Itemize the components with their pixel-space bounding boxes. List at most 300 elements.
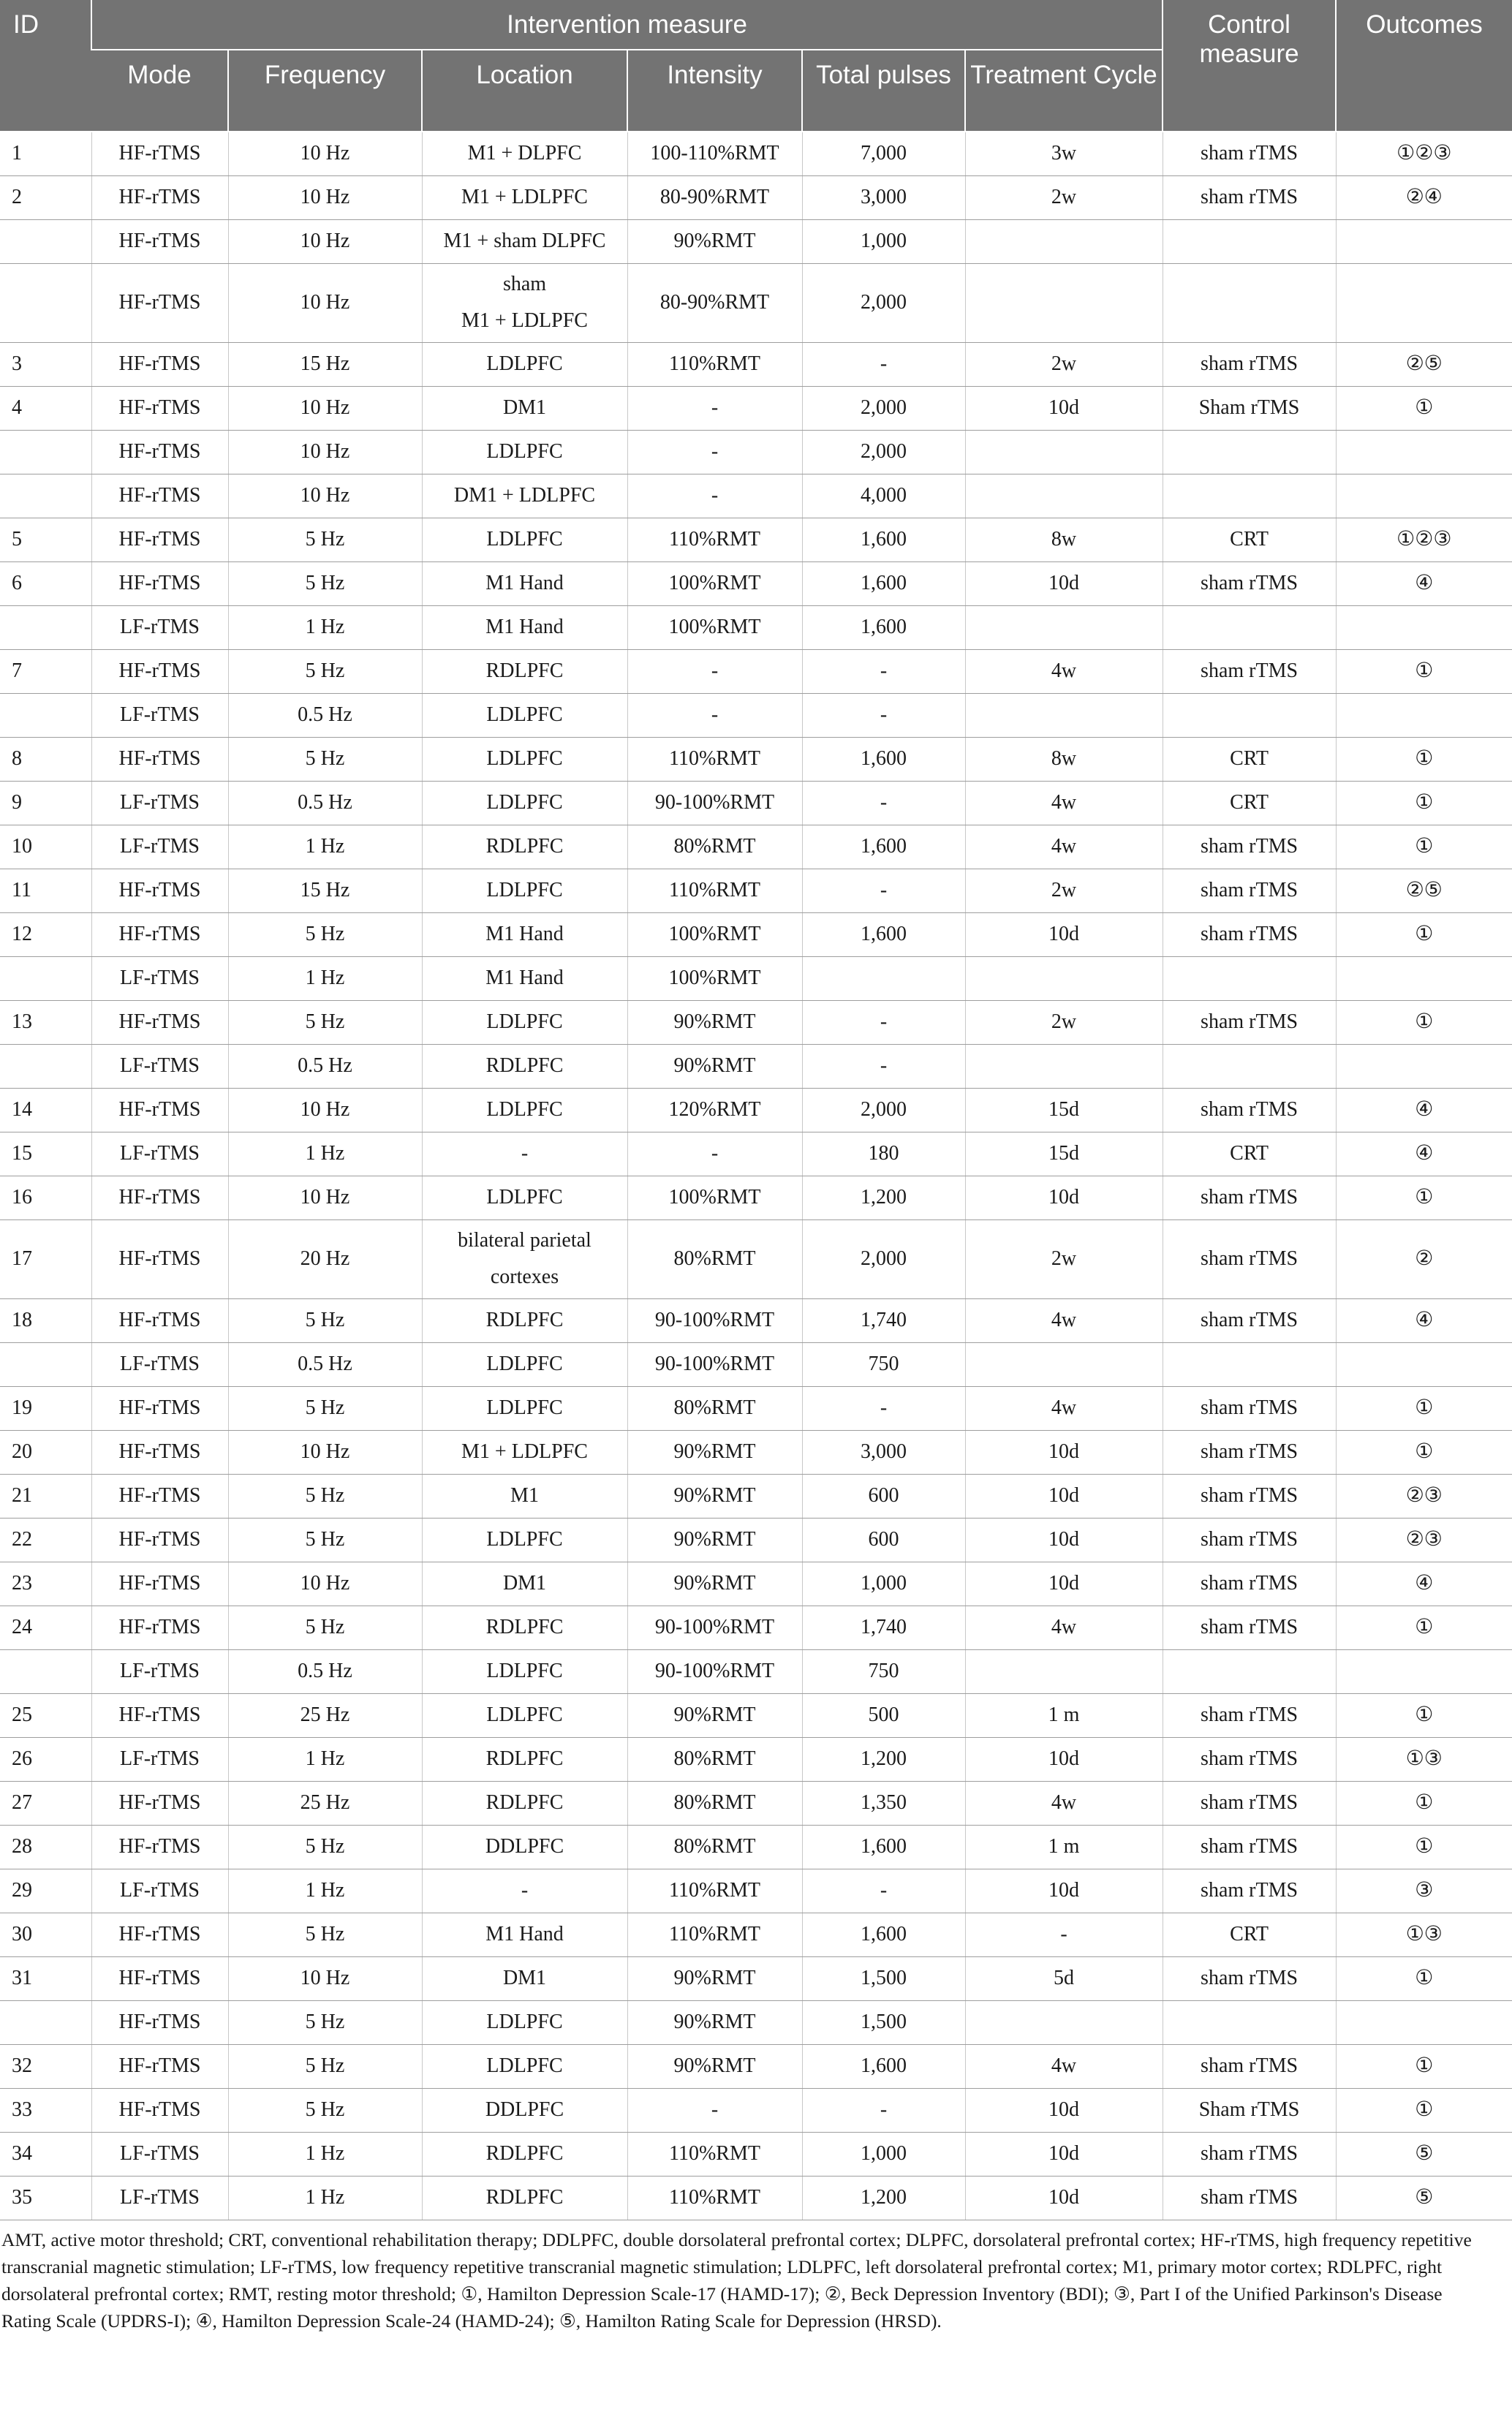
- cell-total-pulses: 1,600: [802, 912, 965, 956]
- cell-id: 1: [0, 132, 91, 175]
- cell-treatment-cycle: 1 m: [965, 1693, 1163, 1737]
- cell-outcomes: ④: [1336, 1088, 1512, 1132]
- cell-total-pulses: 1,500: [802, 2000, 965, 2044]
- cell-treatment-cycle: 10d: [965, 1176, 1163, 1219]
- cell-id: 34: [0, 2132, 91, 2176]
- table-row: [0, 1044, 1512, 1088]
- cell-intensity: 100-110%RMT: [627, 132, 802, 175]
- cell-location: DDLPFC: [422, 1825, 627, 1869]
- cell-frequency: 10 Hz: [228, 1956, 422, 2000]
- cell-location: LDLPFC: [422, 1176, 627, 1219]
- cell-control-measure: sham rTMS: [1163, 1781, 1336, 1825]
- cell-frequency: 0.5 Hz: [228, 1649, 422, 1693]
- cell-location: M1 + DLPFC: [422, 132, 627, 175]
- cell-frequency: 1 Hz: [228, 1132, 422, 1176]
- header-control-measure: Control measure: [1163, 0, 1336, 132]
- cell-intensity: 110%RMT: [627, 342, 802, 386]
- cell-treatment-cycle: 10d: [965, 2176, 1163, 2220]
- cell-intensity: 120%RMT: [627, 1088, 802, 1132]
- table-row: [0, 263, 1512, 342]
- cell-outcomes: ①: [1336, 781, 1512, 825]
- cell-treatment-cycle: 2w: [965, 175, 1163, 219]
- cell-id: 5: [0, 518, 91, 561]
- cell-control-measure: sham rTMS: [1163, 1737, 1336, 1781]
- cell-location: RDLPFC: [422, 1781, 627, 1825]
- cell-intensity: 90%RMT: [627, 219, 802, 263]
- cell-mode: LF-rTMS: [91, 1342, 228, 1386]
- cell-id: [0, 693, 91, 737]
- cell-mode: LF-rTMS: [91, 1649, 228, 1693]
- cell-id: [0, 605, 91, 649]
- cell-id: [0, 2000, 91, 2044]
- cell-id: 20: [0, 1430, 91, 1474]
- cell-mode: HF-rTMS: [91, 474, 228, 518]
- cell-control-measure: sham rTMS: [1163, 1219, 1336, 1298]
- cell-total-pulses: 1,600: [802, 518, 965, 561]
- cell-outcomes: ②③: [1336, 1474, 1512, 1518]
- cell-outcomes: ④: [1336, 1132, 1512, 1176]
- cell-id: 18: [0, 1298, 91, 1342]
- cell-location: M1 Hand: [422, 605, 627, 649]
- cell-mode: HF-rTMS: [91, 2088, 228, 2132]
- cell-location: LDLPFC: [422, 693, 627, 737]
- cell-treatment-cycle: 10d: [965, 1869, 1163, 1913]
- cell-control-measure: [1163, 263, 1336, 342]
- cell-mode: HF-rTMS: [91, 175, 228, 219]
- cell-location: LDLPFC: [422, 342, 627, 386]
- cell-outcomes: ②⑤: [1336, 869, 1512, 912]
- cell-frequency: 1 Hz: [228, 956, 422, 1000]
- cell-total-pulses: 600: [802, 1518, 965, 1562]
- cell-frequency: 1 Hz: [228, 825, 422, 869]
- cell-treatment-cycle: 2w: [965, 1219, 1163, 1298]
- cell-outcomes: [1336, 263, 1512, 342]
- cell-control-measure: Sham rTMS: [1163, 386, 1336, 430]
- header-intensity: Intensity: [627, 50, 802, 132]
- cell-treatment-cycle: [965, 474, 1163, 518]
- cell-mode: HF-rTMS: [91, 1956, 228, 2000]
- cell-intensity: 110%RMT: [627, 737, 802, 781]
- cell-intensity: 90-100%RMT: [627, 1649, 802, 1693]
- cell-intensity: 80%RMT: [627, 1825, 802, 1869]
- cell-intensity: 110%RMT: [627, 1869, 802, 1913]
- cell-control-measure: sham rTMS: [1163, 2044, 1336, 2088]
- cell-intensity: 90%RMT: [627, 2044, 802, 2088]
- cell-mode: HF-rTMS: [91, 1606, 228, 1649]
- cell-location: LDLPFC: [422, 869, 627, 912]
- cell-mode: HF-rTMS: [91, 1219, 228, 1298]
- cell-outcomes: ①: [1336, 1386, 1512, 1430]
- cell-control-measure: [1163, 956, 1336, 1000]
- cell-outcomes: ④: [1336, 1298, 1512, 1342]
- cell-location: M1: [422, 1474, 627, 1518]
- cell-frequency: 0.5 Hz: [228, 781, 422, 825]
- cell-id: 7: [0, 649, 91, 693]
- table-row: [0, 869, 1512, 912]
- cell-id: 31: [0, 1956, 91, 2000]
- cell-total-pulses: 750: [802, 1342, 965, 1386]
- cell-total-pulses: 1,200: [802, 1737, 965, 1781]
- cell-location: LDLPFC: [422, 1088, 627, 1132]
- cell-frequency: 5 Hz: [228, 561, 422, 605]
- cell-frequency: 5 Hz: [228, 1518, 422, 1562]
- cell-mode: HF-rTMS: [91, 1562, 228, 1606]
- header-location: Location: [422, 50, 627, 132]
- cell-total-pulses: 1,350: [802, 1781, 965, 1825]
- cell-mode: LF-rTMS: [91, 1737, 228, 1781]
- cell-mode: LF-rTMS: [91, 956, 228, 1000]
- cell-treatment-cycle: 10d: [965, 561, 1163, 605]
- cell-id: 12: [0, 912, 91, 956]
- cell-outcomes: ①: [1336, 1000, 1512, 1044]
- cell-id: 23: [0, 1562, 91, 1606]
- cell-frequency: 5 Hz: [228, 2000, 422, 2044]
- cell-location: LDLPFC: [422, 518, 627, 561]
- cell-intensity: 100%RMT: [627, 605, 802, 649]
- table-row: [0, 1956, 1512, 2000]
- cell-id: 16: [0, 1176, 91, 1219]
- cell-outcomes: [1336, 605, 1512, 649]
- cell-outcomes: ①: [1336, 2044, 1512, 2088]
- table-row: [0, 386, 1512, 430]
- table-row: [0, 825, 1512, 869]
- cell-intensity: 110%RMT: [627, 2176, 802, 2220]
- cell-frequency: 5 Hz: [228, 2088, 422, 2132]
- cell-id: [0, 219, 91, 263]
- cell-id: 29: [0, 1869, 91, 1913]
- cell-treatment-cycle: [965, 956, 1163, 1000]
- cell-location: DM1: [422, 386, 627, 430]
- cell-control-measure: sham rTMS: [1163, 1298, 1336, 1342]
- cell-control-measure: sham rTMS: [1163, 1386, 1336, 1430]
- table-row: [0, 1430, 1512, 1474]
- cell-outcomes: ③: [1336, 1869, 1512, 1913]
- header-frequency: Frequency: [228, 50, 422, 132]
- table-row: [0, 430, 1512, 474]
- cell-treatment-cycle: 2w: [965, 1000, 1163, 1044]
- table-row: [0, 1176, 1512, 1219]
- cell-intensity: 80%RMT: [627, 1781, 802, 1825]
- cell-mode: LF-rTMS: [91, 1132, 228, 1176]
- cell-outcomes: ①③: [1336, 1913, 1512, 1956]
- cell-frequency: 5 Hz: [228, 1000, 422, 1044]
- cell-total-pulses: 1,600: [802, 605, 965, 649]
- cell-total-pulses: -: [802, 1386, 965, 1430]
- cell-frequency: 5 Hz: [228, 1606, 422, 1649]
- table-row: [0, 342, 1512, 386]
- cell-frequency: 15 Hz: [228, 342, 422, 386]
- cell-control-measure: CRT: [1163, 781, 1336, 825]
- table-row: [0, 518, 1512, 561]
- cell-intensity: 80%RMT: [627, 1737, 802, 1781]
- cell-outcomes: ①: [1336, 1430, 1512, 1474]
- table-row: [0, 1342, 1512, 1386]
- cell-control-measure: [1163, 430, 1336, 474]
- cell-frequency: 10 Hz: [228, 175, 422, 219]
- cell-treatment-cycle: 10d: [965, 912, 1163, 956]
- cell-treatment-cycle: 4w: [965, 1386, 1163, 1430]
- cell-total-pulses: -: [802, 1869, 965, 1913]
- cell-control-measure: sham rTMS: [1163, 1430, 1336, 1474]
- cell-outcomes: ②③: [1336, 1518, 1512, 1562]
- table-row: [0, 1606, 1512, 1649]
- cell-total-pulses: 2,000: [802, 386, 965, 430]
- cell-control-measure: CRT: [1163, 1913, 1336, 1956]
- cell-frequency: 10 Hz: [228, 1562, 422, 1606]
- cell-frequency: 5 Hz: [228, 649, 422, 693]
- cell-outcomes: [1336, 430, 1512, 474]
- cell-frequency: 1 Hz: [228, 2176, 422, 2220]
- table-row: [0, 1825, 1512, 1869]
- cell-outcomes: [1336, 693, 1512, 737]
- cell-control-measure: [1163, 605, 1336, 649]
- table-row: [0, 1474, 1512, 1518]
- cell-frequency: 5 Hz: [228, 1298, 422, 1342]
- cell-intensity: 80%RMT: [627, 1219, 802, 1298]
- cell-outcomes: ①: [1336, 1956, 1512, 2000]
- table-row: [0, 2088, 1512, 2132]
- cell-location: LDLPFC: [422, 1649, 627, 1693]
- cell-intensity: 90%RMT: [627, 1562, 802, 1606]
- cell-location: M1 Hand: [422, 561, 627, 605]
- cell-total-pulses: -: [802, 869, 965, 912]
- cell-control-measure: sham rTMS: [1163, 2132, 1336, 2176]
- table-row: [0, 649, 1512, 693]
- cell-intensity: 100%RMT: [627, 1176, 802, 1219]
- cell-location: M1 + LDLPFC: [422, 175, 627, 219]
- cell-frequency: 5 Hz: [228, 737, 422, 781]
- table-row: [0, 1088, 1512, 1132]
- cell-id: [0, 474, 91, 518]
- cell-outcomes: ①: [1336, 1781, 1512, 1825]
- cell-outcomes: [1336, 956, 1512, 1000]
- cell-id: 4: [0, 386, 91, 430]
- cell-location: LDLPFC: [422, 1518, 627, 1562]
- cell-mode: HF-rTMS: [91, 1430, 228, 1474]
- cell-total-pulses: 2,000: [802, 1219, 965, 1298]
- cell-intensity: 90%RMT: [627, 1518, 802, 1562]
- cell-mode: HF-rTMS: [91, 1913, 228, 1956]
- cell-total-pulses: -: [802, 342, 965, 386]
- cell-intensity: 100%RMT: [627, 956, 802, 1000]
- cell-outcomes: [1336, 219, 1512, 263]
- cell-control-measure: sham rTMS: [1163, 2176, 1336, 2220]
- cell-outcomes: ①: [1336, 1825, 1512, 1869]
- cell-treatment-cycle: 10d: [965, 1737, 1163, 1781]
- cell-control-measure: sham rTMS: [1163, 1869, 1336, 1913]
- cell-mode: LF-rTMS: [91, 605, 228, 649]
- cell-outcomes: ①: [1336, 1693, 1512, 1737]
- cell-intensity: 90%RMT: [627, 1956, 802, 2000]
- cell-outcomes: ④: [1336, 561, 1512, 605]
- cell-id: 15: [0, 1132, 91, 1176]
- cell-location: M1 + LDLPFC: [422, 1430, 627, 1474]
- cell-location: DM1 + LDLPFC: [422, 474, 627, 518]
- cell-total-pulses: -: [802, 1000, 965, 1044]
- cell-control-measure: CRT: [1163, 737, 1336, 781]
- cell-frequency: 1 Hz: [228, 1737, 422, 1781]
- cell-intensity: 90-100%RMT: [627, 781, 802, 825]
- cell-location: DM1: [422, 1956, 627, 2000]
- cell-control-measure: [1163, 2000, 1336, 2044]
- cell-treatment-cycle: 10d: [965, 1474, 1163, 1518]
- table-row: [0, 605, 1512, 649]
- cell-id: 11: [0, 869, 91, 912]
- cell-outcomes: ①: [1336, 1176, 1512, 1219]
- cell-frequency: 1 Hz: [228, 1869, 422, 1913]
- cell-location: -: [422, 1869, 627, 1913]
- cell-treatment-cycle: 4w: [965, 781, 1163, 825]
- cell-mode: HF-rTMS: [91, 1825, 228, 1869]
- cell-control-measure: sham rTMS: [1163, 561, 1336, 605]
- cell-location: DDLPFC: [422, 2088, 627, 2132]
- cell-location: M1 Hand: [422, 912, 627, 956]
- cell-id: [0, 1649, 91, 1693]
- cell-total-pulses: 600: [802, 1474, 965, 1518]
- cell-control-measure: [1163, 693, 1336, 737]
- cell-total-pulses: 1,740: [802, 1298, 965, 1342]
- cell-total-pulses: 1,200: [802, 1176, 965, 1219]
- cell-mode: HF-rTMS: [91, 342, 228, 386]
- cell-intensity: 90%RMT: [627, 1693, 802, 1737]
- cell-treatment-cycle: 8w: [965, 518, 1163, 561]
- cell-frequency: 0.5 Hz: [228, 693, 422, 737]
- table-row: [0, 1693, 1512, 1737]
- cell-control-measure: sham rTMS: [1163, 1693, 1336, 1737]
- cell-treatment-cycle: 3w: [965, 132, 1163, 175]
- cell-intensity: -: [627, 430, 802, 474]
- cell-intensity: 80-90%RMT: [627, 175, 802, 219]
- cell-control-measure: Sham rTMS: [1163, 2088, 1336, 2132]
- cell-total-pulses: 4,000: [802, 474, 965, 518]
- table-body: [0, 132, 1512, 2220]
- cell-frequency: 5 Hz: [228, 1386, 422, 1430]
- cell-frequency: 25 Hz: [228, 1693, 422, 1737]
- cell-mode: HF-rTMS: [91, 1474, 228, 1518]
- table-row: [0, 2132, 1512, 2176]
- cell-frequency: 5 Hz: [228, 518, 422, 561]
- cell-location: LDLPFC: [422, 1000, 627, 1044]
- table-row: [0, 1913, 1512, 1956]
- cell-control-measure: [1163, 1044, 1336, 1088]
- cell-treatment-cycle: [965, 605, 1163, 649]
- cell-treatment-cycle: 10d: [965, 2088, 1163, 2132]
- table-row: [0, 1781, 1512, 1825]
- table-row: [0, 1737, 1512, 1781]
- table-row: [0, 474, 1512, 518]
- cell-intensity: -: [627, 386, 802, 430]
- cell-treatment-cycle: [965, 1342, 1163, 1386]
- cell-control-measure: [1163, 219, 1336, 263]
- cell-treatment-cycle: 15d: [965, 1132, 1163, 1176]
- table-row: [0, 781, 1512, 825]
- cell-mode: HF-rTMS: [91, 2044, 228, 2088]
- cell-treatment-cycle: 5d: [965, 1956, 1163, 2000]
- cell-total-pulses: 7,000: [802, 132, 965, 175]
- cell-outcomes: ①: [1336, 737, 1512, 781]
- cell-location: M1 + sham DLPFC: [422, 219, 627, 263]
- cell-mode: HF-rTMS: [91, 1693, 228, 1737]
- cell-total-pulses: [802, 956, 965, 1000]
- cell-outcomes: [1336, 2000, 1512, 2044]
- cell-mode: HF-rTMS: [91, 219, 228, 263]
- cell-outcomes: [1336, 1649, 1512, 1693]
- cell-id: 26: [0, 1737, 91, 1781]
- cell-intensity: 100%RMT: [627, 912, 802, 956]
- cell-control-measure: sham rTMS: [1163, 342, 1336, 386]
- cell-mode: HF-rTMS: [91, 263, 228, 342]
- cell-treatment-cycle: [965, 430, 1163, 474]
- header-mode: Mode: [91, 50, 228, 132]
- cell-mode: LF-rTMS: [91, 781, 228, 825]
- cell-location: RDLPFC: [422, 649, 627, 693]
- cell-id: 24: [0, 1606, 91, 1649]
- cell-total-pulses: 1,000: [802, 2132, 965, 2176]
- cell-control-measure: sham rTMS: [1163, 1176, 1336, 1219]
- cell-id: 13: [0, 1000, 91, 1044]
- cell-control-measure: [1163, 474, 1336, 518]
- cell-total-pulses: 3,000: [802, 175, 965, 219]
- cell-total-pulses: 1,600: [802, 1913, 965, 1956]
- cell-outcomes: ①②③: [1336, 132, 1512, 175]
- cell-intensity: 90%RMT: [627, 1000, 802, 1044]
- cell-location: LDLPFC: [422, 2044, 627, 2088]
- table-row: [0, 2000, 1512, 2044]
- cell-treatment-cycle: -: [965, 1913, 1163, 1956]
- cell-id: [0, 430, 91, 474]
- cell-outcomes: ②⑤: [1336, 342, 1512, 386]
- cell-control-measure: sham rTMS: [1163, 912, 1336, 956]
- cell-total-pulses: 750: [802, 1649, 965, 1693]
- cell-control-measure: sham rTMS: [1163, 1956, 1336, 2000]
- cell-frequency: 20 Hz: [228, 1219, 422, 1298]
- cell-outcomes: ②④: [1336, 175, 1512, 219]
- cell-id: 8: [0, 737, 91, 781]
- cell-location: -: [422, 1132, 627, 1176]
- table-row: [0, 912, 1512, 956]
- cell-frequency: 10 Hz: [228, 1176, 422, 1219]
- cell-treatment-cycle: [965, 263, 1163, 342]
- cell-frequency: 5 Hz: [228, 1825, 422, 1869]
- header-intervention-measure: Intervention measure: [91, 0, 1163, 50]
- cell-total-pulses: -: [802, 781, 965, 825]
- cell-mode: LF-rTMS: [91, 825, 228, 869]
- cell-total-pulses: -: [802, 1044, 965, 1088]
- cell-location: RDLPFC: [422, 1298, 627, 1342]
- cell-treatment-cycle: 15d: [965, 1088, 1163, 1132]
- cell-frequency: 10 Hz: [228, 474, 422, 518]
- cell-treatment-cycle: 4w: [965, 1781, 1163, 1825]
- table-row: [0, 693, 1512, 737]
- cell-intensity: -: [627, 693, 802, 737]
- cell-control-measure: CRT: [1163, 1132, 1336, 1176]
- table-row: [0, 1298, 1512, 1342]
- cell-total-pulses: 500: [802, 1693, 965, 1737]
- table-row: [0, 175, 1512, 219]
- cell-mode: HF-rTMS: [91, 386, 228, 430]
- cell-frequency: 10 Hz: [228, 263, 422, 342]
- cell-intensity: 80%RMT: [627, 825, 802, 869]
- cell-mode: HF-rTMS: [91, 1298, 228, 1342]
- cell-frequency: 15 Hz: [228, 869, 422, 912]
- cell-id: 22: [0, 1518, 91, 1562]
- cell-mode: LF-rTMS: [91, 1044, 228, 1088]
- cell-treatment-cycle: 4w: [965, 1298, 1163, 1342]
- cell-frequency: 1 Hz: [228, 2132, 422, 2176]
- cell-id: 9: [0, 781, 91, 825]
- location-line: M1 + LDLPFC: [461, 309, 588, 332]
- cell-outcomes: ⑤: [1336, 2176, 1512, 2220]
